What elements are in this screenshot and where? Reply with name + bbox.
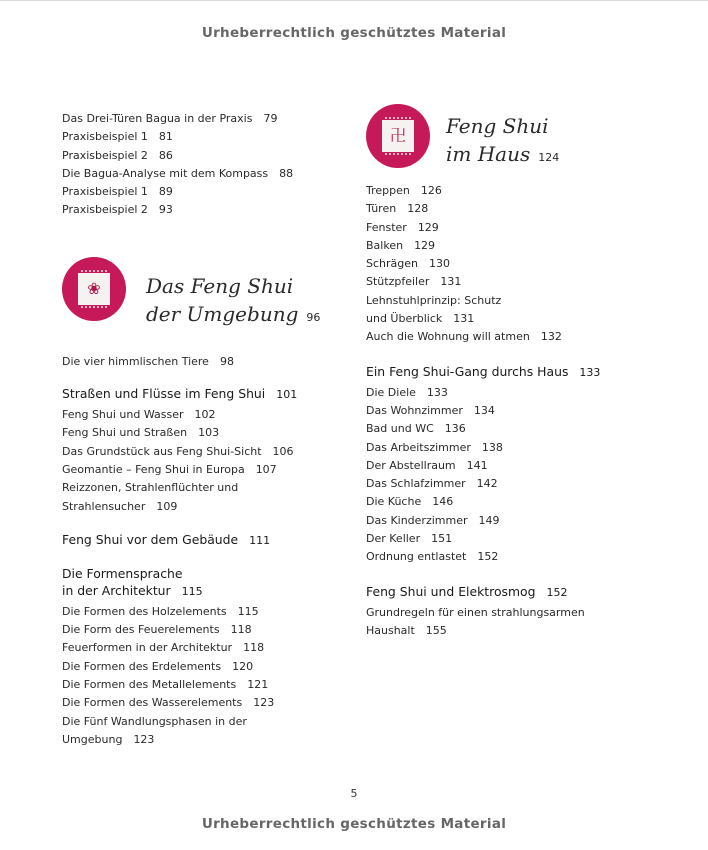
toc-entry: Praxisbeispiel 1 81	[62, 130, 173, 144]
section-heading: in der Architektur 115	[62, 582, 203, 598]
toc-entry: Praxisbeispiel 1 89	[62, 185, 173, 199]
toc-entry: Das Kinderzimmer 149	[366, 513, 500, 527]
toc-entry: Feng Shui und Straßen 103	[62, 426, 220, 440]
toc-entry: Lehnstuhlprinzip: Schutz	[366, 293, 502, 307]
toc-entry: und Überblick 131	[366, 312, 475, 326]
toc-entry: Fenster 129	[366, 220, 439, 234]
toc-entry: Geomantie – Feng Shui in Europa 107	[62, 462, 277, 476]
toc-right-column	[366, 104, 666, 640]
toc-entry: Die Form des Feuerelements 118	[62, 623, 252, 637]
toc-entry: Das Drei-Türen Bagua in der Praxis 79	[62, 112, 278, 125]
toc-entry: Die Diele 133	[366, 385, 448, 399]
chapter-title-line1: Das Feng Shui	[146, 273, 294, 298]
chinese-seal-icon: 卍	[366, 104, 430, 168]
section-heading: Feng Shui vor dem Gebäude 111	[62, 531, 271, 547]
toc-entry: Die Formen des Metallelements 121	[62, 678, 269, 692]
toc-entry: Das Grundstück aus Feng Shui-Sicht 106	[62, 444, 294, 458]
toc-entry: Praxisbeispiel 2 86	[62, 148, 173, 162]
watermark-top: Urheberrechtlich geschütztes Material	[201, 25, 507, 41]
chinese-seal-icon: ❀	[62, 257, 126, 321]
toc-entry: Bad und WC 136	[366, 422, 466, 436]
toc-entry: Die Bagua-Analyse mit dem Kompass 88	[62, 166, 294, 180]
intro-list	[62, 110, 352, 220]
toc-entry: Der Abstellraum 141	[366, 458, 488, 472]
watermark-bottom: Urheberrechtlich geschütztes Material	[201, 816, 507, 832]
chapter-haus	[366, 104, 666, 182]
section-heading: Die Formensprache	[62, 565, 183, 581]
toc-entry: Türen 128	[366, 202, 429, 216]
toc-entry: Die Küche 146	[366, 495, 454, 509]
toc-entry: Balken 129	[366, 238, 436, 252]
toc-entry: Das Schlafzimmer 142	[366, 477, 498, 491]
chapter-umgebung	[62, 257, 352, 337]
toc-entry: Umgebung 123	[62, 732, 155, 746]
page-number: 5	[350, 787, 358, 800]
toc-entry: Stützpfeiler 131	[366, 275, 462, 289]
chapter-title-line2: der Umgebung 96	[146, 301, 321, 326]
toc-entry: Auch die Wohnung will atmen 132	[366, 330, 562, 344]
toc-entry: Die vier himmlischen Tiere 98	[62, 354, 234, 368]
toc-entry: Feng Shui und Wasser 102	[62, 408, 216, 422]
toc-entry: Reizzonen, Strahlenflüchter und	[62, 481, 239, 495]
toc-entry: Die Formen des Wasserelements 123	[62, 696, 275, 710]
chapter-title-line1: Feng Shui	[446, 114, 549, 138]
toc-entry: Das Wohnzimmer 134	[366, 403, 495, 417]
toc-entry: Das Arbeitszimmer 138	[366, 440, 503, 454]
toc-entry: Schrägen 130	[366, 257, 450, 271]
toc-entry: Der Keller 151	[366, 532, 453, 546]
section-heading: Feng Shui und Elektrosmog 152	[366, 583, 568, 599]
section-heading: Straßen und Flüsse im Feng Shui 101	[62, 386, 298, 402]
chapter-title-line2: im Haus 124	[446, 142, 560, 166]
toc-left-column	[62, 110, 352, 749]
toc-entry: Strahlensucher 109	[62, 499, 178, 513]
toc-entry: Grundregeln für einen strahlungsarmen	[366, 605, 585, 619]
toc-entry: Die Fünf Wandlungsphasen in der	[62, 714, 247, 728]
section-heading: Ein Feng Shui-Gang durchs Haus 133	[366, 363, 601, 379]
toc-entry: Feuerformen in der Architektur 118	[62, 641, 265, 655]
toc-entry: Haushalt 155	[366, 623, 447, 637]
toc-entry: Die Formen des Erdelements 120	[62, 659, 254, 673]
toc-entry: Praxisbeispiel 2 93	[62, 203, 173, 217]
toc-entry: Die Formen des Holzelements 115	[62, 604, 259, 618]
toc-entry: Ordnung entlastet 152	[366, 550, 499, 564]
top-border	[0, 0, 708, 1]
toc-entry: Treppen 126	[366, 184, 442, 197]
